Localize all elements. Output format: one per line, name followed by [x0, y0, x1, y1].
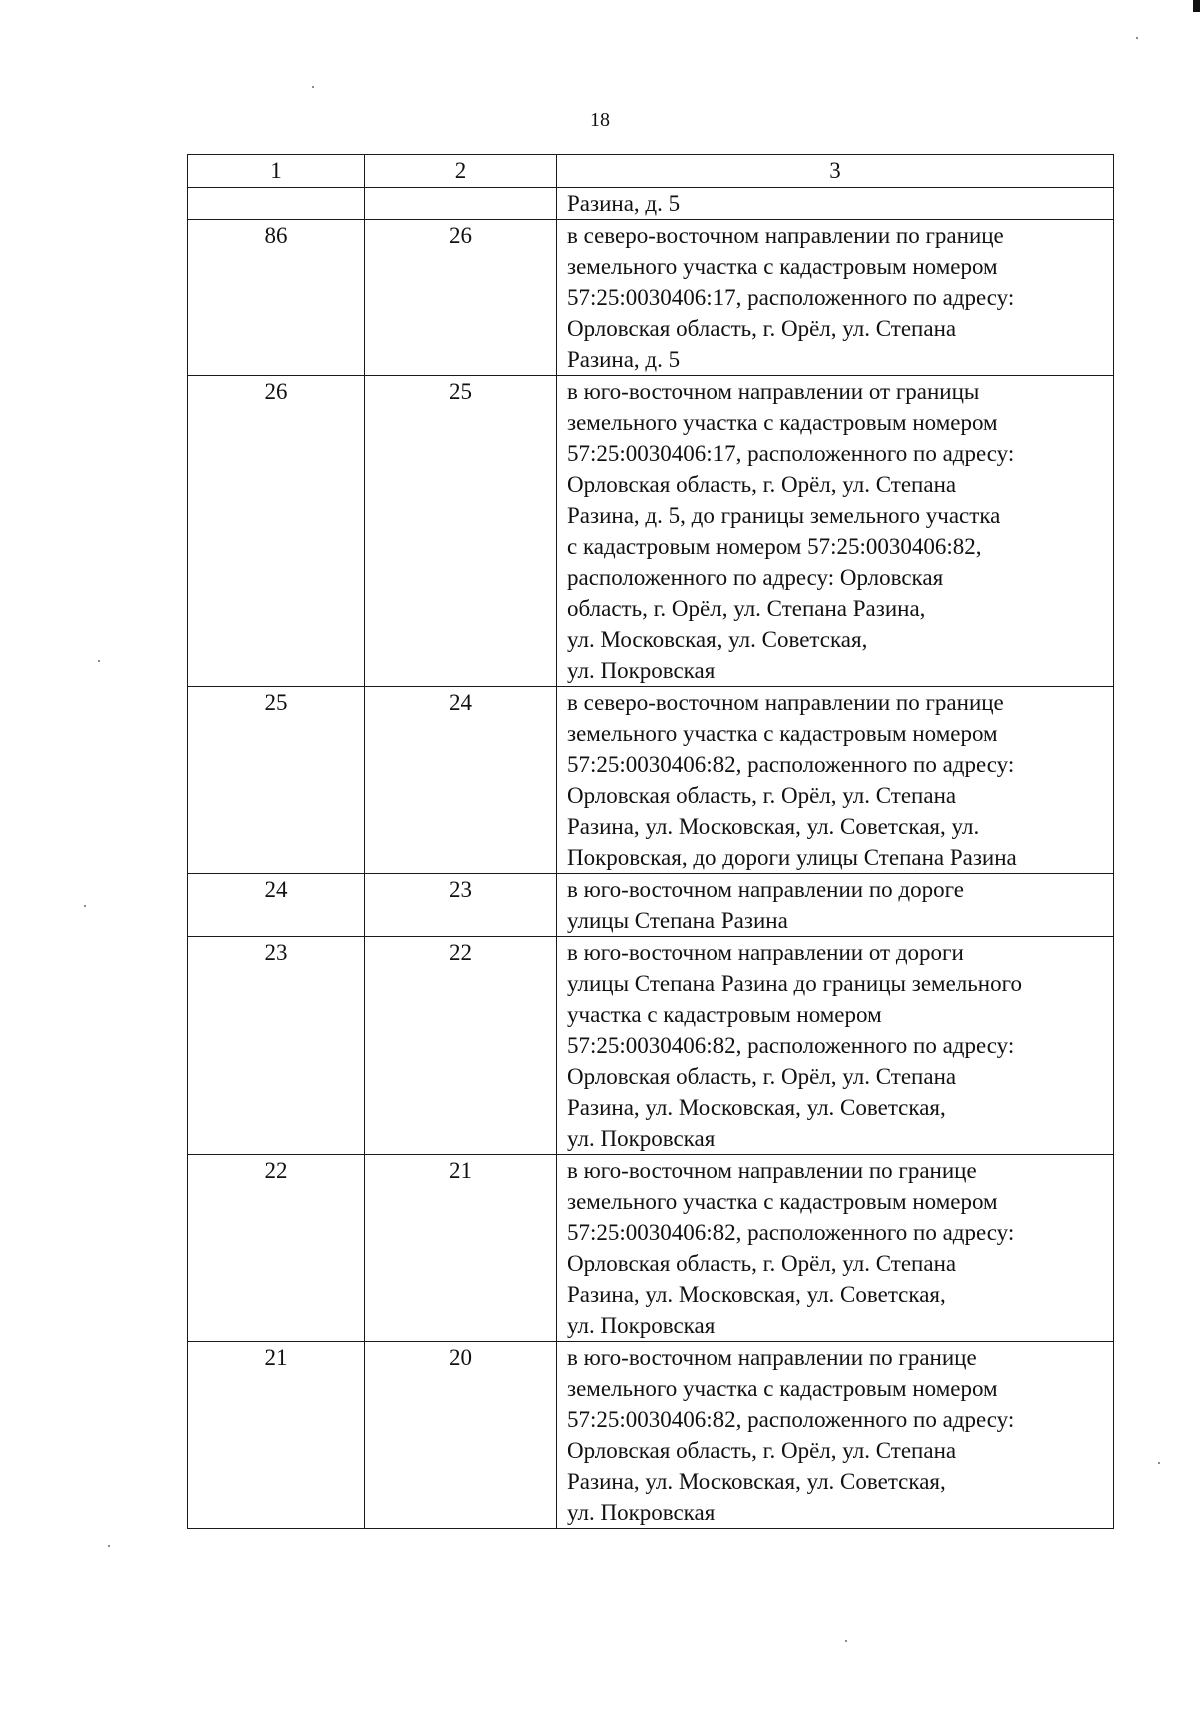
scan-speck: [1158, 1462, 1160, 1464]
table-row: [188, 220, 1114, 376]
boundary-table: [187, 154, 1114, 1529]
boundary-description-text: в юго-восточном направлении по дороге улицы Степана Разина: [567, 877, 964, 933]
boundary-description-cell: [557, 1155, 1114, 1342]
point-to-cell: 23: [365, 874, 557, 937]
point-to-cell: 26: [365, 220, 557, 376]
boundary-description-text: в юго-восточном направлении от границы земельного участка с кадастровым номером 57:25:0030406:17, расположенного по адресу: Орловская область, г. Орёл, ул. Степана Разина, д. 5, до границы земельного участка с кадастровым номером 57:25:0030406:82, расположенного по адресу: Орловская область, г. Орёл, ул. Степана Разина, ул. Московская, ул. Советская, ул. Покровская: [567, 379, 1015, 683]
point-from-cell: 21: [188, 1342, 365, 1529]
continuation-from-cell: [188, 188, 365, 220]
scan-speck: [98, 660, 100, 662]
point-to-cell: 20: [365, 1342, 557, 1529]
point-to-cell: 24: [365, 687, 557, 874]
scan-speck: [1136, 37, 1138, 39]
point-from-cell: 25: [188, 687, 365, 874]
table-row: [188, 874, 1114, 937]
point-from-cell: 86: [188, 220, 365, 376]
page-number: 18: [590, 109, 610, 131]
point-to-cell: 25: [365, 376, 557, 687]
boundary-description-cell: [557, 874, 1114, 937]
scan-speck: [312, 86, 314, 88]
header-cell-3: 3: [557, 155, 1114, 188]
boundary-description-cell: [557, 376, 1114, 687]
table-row: [188, 1342, 1114, 1529]
scan-speck: [108, 1545, 110, 1547]
point-to-cell: 21: [365, 1155, 557, 1342]
point-to-cell: 22: [365, 937, 557, 1155]
table-row: [188, 1155, 1114, 1342]
header-cell-2: 2: [365, 155, 557, 188]
table-row: [188, 687, 1114, 874]
continuation-description-cell: Разина, д. 5: [557, 188, 1114, 220]
scan-speck: [84, 905, 86, 907]
boundary-description-text: в юго-восточном направлении от дороги улицы Степана Разина до границы земельного участка с кадастровым номером 57:25:0030406:82, расположенного по адресу: Орловская область, г. Орёл, ул. Степана Разина, ул. Московская, ул. Советская, ул. Покровская: [567, 940, 1022, 1151]
boundary-description-cell: [557, 687, 1114, 874]
table-header-row: [188, 155, 1114, 188]
point-from-cell: 23: [188, 937, 365, 1155]
boundary-description-text: в юго-восточном направлении по границе земельного участка с кадастровым номером 57:25:0030406:82, расположенного по адресу: Орловская область, г. Орёл, ул. Степана Разина, ул. Московская, ул. Советская, ул. Покровская: [567, 1158, 1015, 1338]
boundary-description-text: в юго-восточном направлении по границе земельного участка с кадастровым номером 57:25:0030406:82, расположенного по адресу: Орловская область, г. Орёл, ул. Степана Разина, ул. Московская, ул. Советская, ул. Покровская: [567, 1345, 1015, 1525]
continuation-row: [188, 188, 1114, 220]
scan-speck: [845, 1640, 847, 1642]
table-row: [188, 937, 1114, 1155]
point-from-cell: 24: [188, 874, 365, 937]
point-from-cell: 26: [188, 376, 365, 687]
boundary-description-text: в северо-восточном направлении по границе земельного участка с кадастровым номером 57:25:0030406:17, расположенного по адресу: Орловская область, г. Орёл, ул. Степана Разина, д. 5: [567, 223, 1015, 372]
scan-edge-mark: [1193, 0, 1200, 12]
point-from-cell: 22: [188, 1155, 365, 1342]
boundary-description-text: в северо-восточном направлении по границе земельного участка с кадастровым номером 57:25:0030406:82, расположенного по адресу: Орловская область, г. Орёл, ул. Степана Разина, ул. Московская, ул. Советская, ул. Покровская, до дороги улицы Степана Разина: [567, 690, 1017, 870]
header-cell-1: 1: [188, 155, 365, 188]
boundary-table-body: [188, 155, 1114, 1529]
boundary-description-cell: [557, 220, 1114, 376]
boundary-description-cell: [557, 1342, 1114, 1529]
boundary-description-cell: [557, 937, 1114, 1155]
table-row: [188, 376, 1114, 687]
continuation-to-cell: [365, 188, 557, 220]
